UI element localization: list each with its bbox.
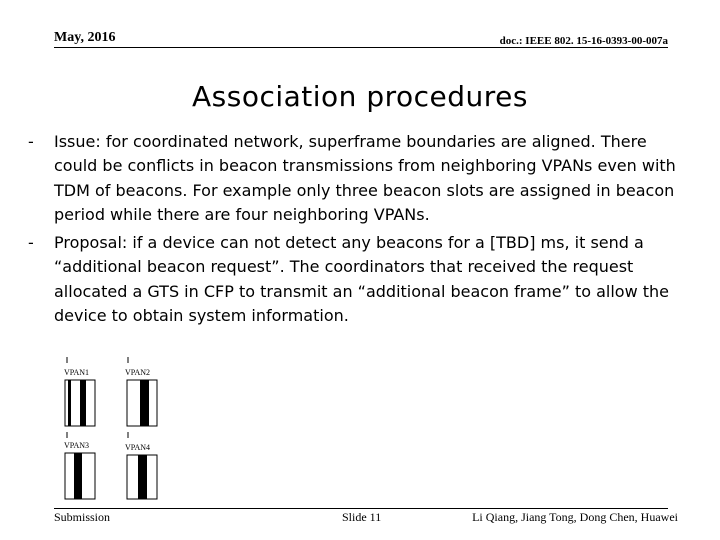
- bullet-marker: -: [28, 132, 34, 151]
- footer-submission: Submission: [54, 510, 111, 524]
- vpan4-label: VPAN4: [125, 443, 151, 452]
- vpan3-diagram: [64, 432, 95, 499]
- footer-rule: [54, 508, 668, 509]
- header-rule: [54, 47, 668, 48]
- bullet-text: Proposal: if a device can not detect any beacons for a [TBD] ms, it send a “additional beacon request”. The coordinators that received the request allocated a GTS in CFP to transmit an “additional beacon frame” to allow the device to obtain system information.: [54, 233, 669, 326]
- bullet-list: [28, 130, 688, 332]
- vpan4-diagram: [125, 432, 157, 499]
- bullet-text: Issue: for coordinated network, superframe boundaries are aligned. There could be conflicts in beacon transmissions from neighboring VPANs even with TDM of beacons. For example only three beacon slots are assigned in beacon period while there are four neighboring VPANs.: [54, 132, 676, 224]
- vpan2-label: VPAN2: [125, 368, 151, 377]
- footer-slide-number: Slide 11: [342, 510, 382, 524]
- header-date: May, 2016: [54, 30, 116, 45]
- bullet-proposal: [28, 231, 688, 328]
- vpan3-label: VPAN3: [64, 441, 90, 450]
- bullet-issue: [28, 130, 688, 227]
- footer-authors: Li Qiang, Jiang Tong, Dong Chen, Huawei: [472, 510, 678, 524]
- vpan1-diagram: [64, 357, 95, 426]
- header-doc-id: doc.: IEEE 802. 15-16-0393-00-007a: [499, 35, 668, 47]
- bullet-marker: -: [28, 233, 34, 253]
- slide-title: Association procedures: [192, 80, 528, 113]
- vpan1-label: VPAN1: [64, 368, 90, 377]
- vpan2-diagram: [125, 357, 157, 426]
